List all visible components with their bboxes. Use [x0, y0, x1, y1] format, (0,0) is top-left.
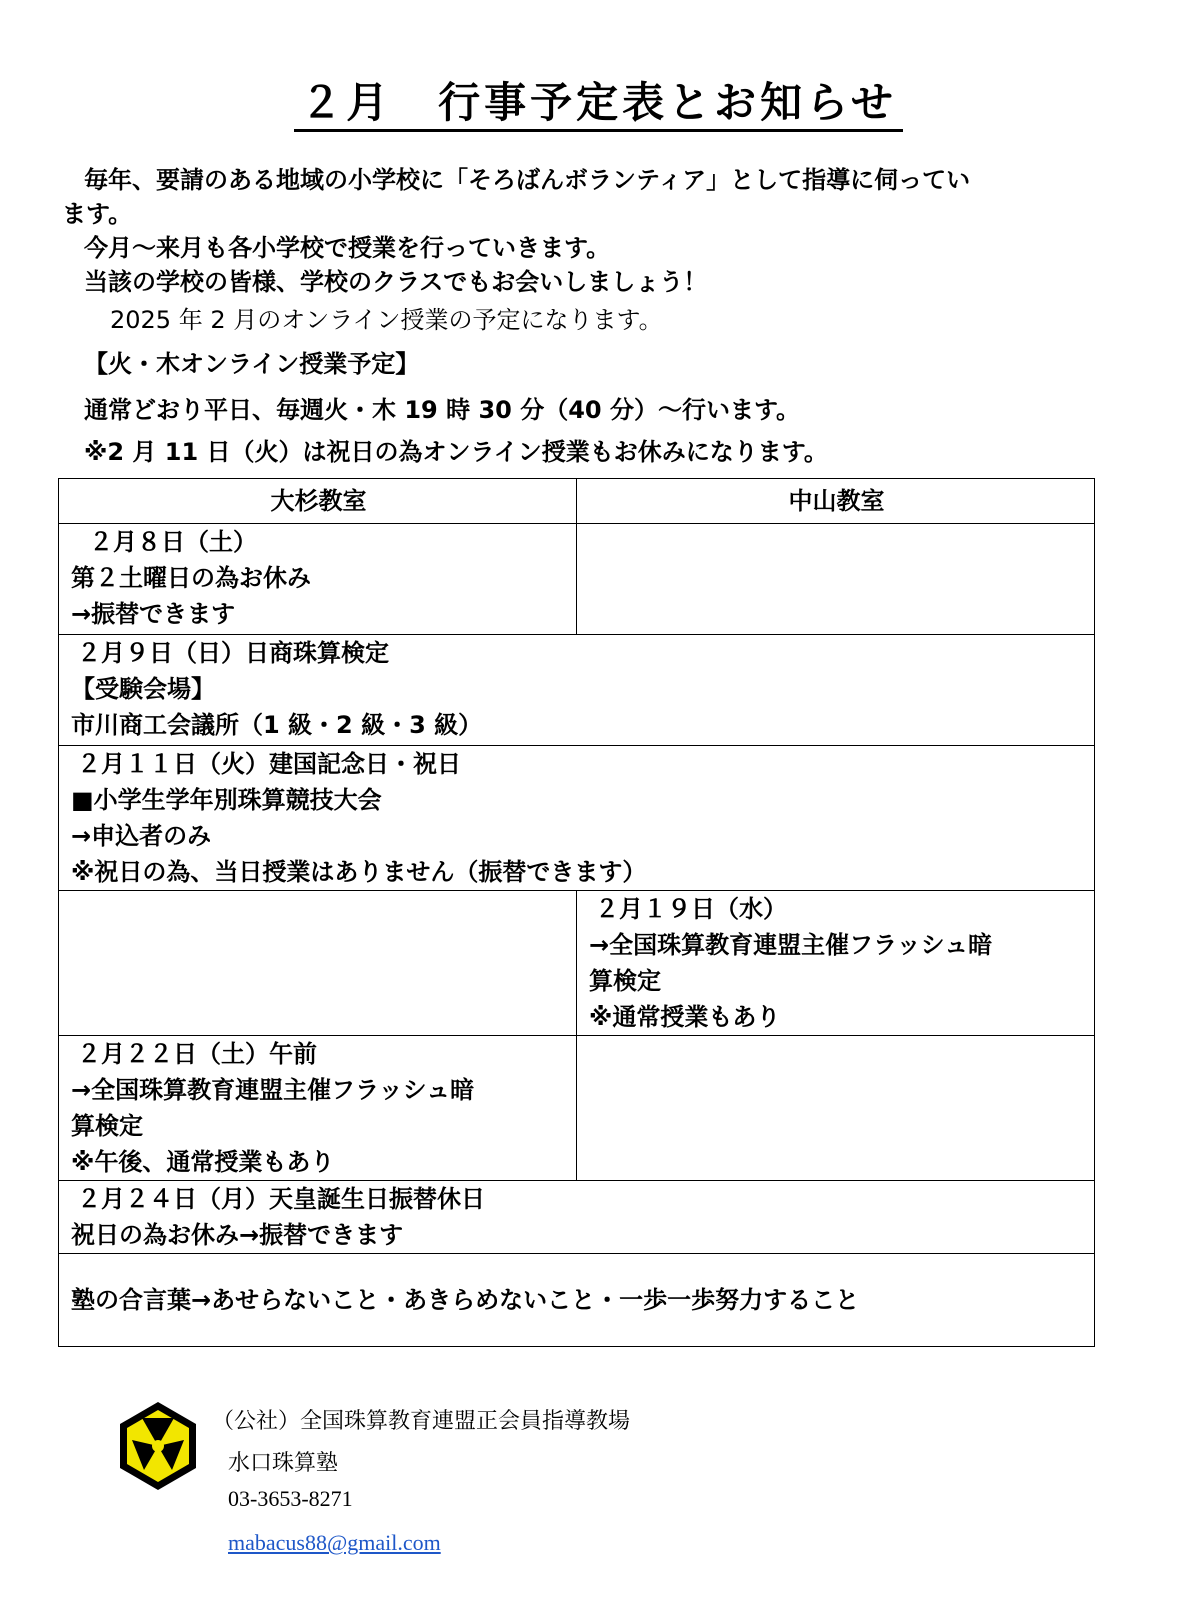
table-row [59, 746, 1095, 891]
table-row [59, 1036, 1095, 1181]
table-row [59, 1181, 1095, 1254]
intro-line-2: ます。 [62, 200, 133, 228]
row6-date: ２月２４日（月）天皇誕生日振替休日 [77, 1185, 485, 1213]
table-row [59, 635, 1095, 746]
row3-text-1: ■小学生学年別珠算競技大会 [71, 786, 382, 814]
row2-date: ２月９日（日）日商珠算検定 [77, 639, 389, 667]
page-title-wrap [0, 70, 1197, 130]
row3-cell [59, 746, 1095, 891]
motto-text: 塾の合言葉→あせらないこと・あきらめないこと・一歩一歩努力すること [71, 1286, 860, 1314]
footer-email-link[interactable]: mabacus88@gmail.com [228, 1530, 441, 1555]
intro-line-8: ※2 月 11 日（火）は祝日の為オンライン授業もお休みになります。 [84, 438, 828, 466]
row7-cell [59, 1254, 1095, 1347]
abacus-school-logo-icon [112, 1400, 204, 1492]
row5-right-cell [577, 1036, 1095, 1181]
row1-right-cell [577, 524, 1095, 635]
intro-line-7: 通常どおり平日、毎週火・木 19 時 30 分（40 分）～行います。 [84, 396, 801, 424]
table-row [59, 1254, 1095, 1347]
footer-phone: 03-3653-8271 [228, 1486, 353, 1511]
header-osugi: 大杉教室 [59, 479, 577, 524]
header-nakayama: 中山教室 [577, 479, 1095, 524]
row4-text-3: ※通常授業もあり [589, 1003, 781, 1031]
row4-right-cell [577, 891, 1095, 1036]
row3-date: ２月１１日（火）建国記念日・祝日 [77, 750, 461, 778]
row2-text-1: 【受験会場】 [71, 675, 215, 703]
row4-text-2: 算検定 [589, 967, 661, 995]
table-header-row [59, 479, 1095, 524]
intro-line-5: 2025 年 2 月のオンライン授業の予定になります。 [110, 306, 663, 334]
table-row [59, 891, 1095, 1036]
row5-left-cell [59, 1036, 577, 1181]
row5-text-1: →全国珠算教育連盟主催フラッシュ暗 [71, 1076, 475, 1104]
page-title: ２月 行事予定表とお知らせ [294, 78, 903, 132]
row5-text-3: ※午後、通常授業もあり [71, 1148, 335, 1176]
intro-line-1: 毎年、要請のある地域の小学校に「そろばんボランティア」として指導に伺ってい [84, 166, 971, 194]
footer [0, 1400, 1197, 1600]
row6-cell [59, 1181, 1095, 1254]
row1-date: ２月８日（土） [89, 528, 257, 556]
row5-date: ２月２２日（土）午前 [77, 1040, 317, 1068]
row2-text-2: 市川商工会議所（1 級・2 級・3 級） [71, 711, 483, 739]
row4-text-1: →全国珠算教育連盟主催フラッシュ暗 [589, 931, 993, 959]
intro-line-3: 今月～来月も各小学校で授業を行っていきます。 [84, 234, 611, 262]
table-row [59, 524, 1095, 635]
row1-text-1: 第２土曜日の為お休み [71, 564, 311, 592]
intro-line-6: 【火・木オンライン授業予定】 [84, 350, 420, 378]
row5-text-2: 算検定 [71, 1112, 143, 1140]
row6-text-1: 祝日の為お休み→振替できます [71, 1221, 404, 1249]
row1-text-2: →振替できます [71, 600, 236, 628]
row4-date: ２月１９日（水） [595, 895, 787, 923]
row1-left-cell [59, 524, 577, 635]
intro-line-4: 当該の学校の皆様、学校のクラスでもお会いしましょう！ [84, 268, 708, 296]
footer-org: （公社）全国珠算教育連盟正会員指導教場 [212, 1409, 631, 1434]
row3-text-2: →申込者のみ [71, 822, 212, 850]
row2-cell [59, 635, 1095, 746]
row4-left-cell [59, 891, 577, 1036]
schedule-table [58, 478, 1095, 1347]
footer-school-name: 水口珠算塾 [228, 1451, 339, 1476]
row3-text-3: ※祝日の為、当日授業はありません（振替できます） [71, 858, 647, 886]
